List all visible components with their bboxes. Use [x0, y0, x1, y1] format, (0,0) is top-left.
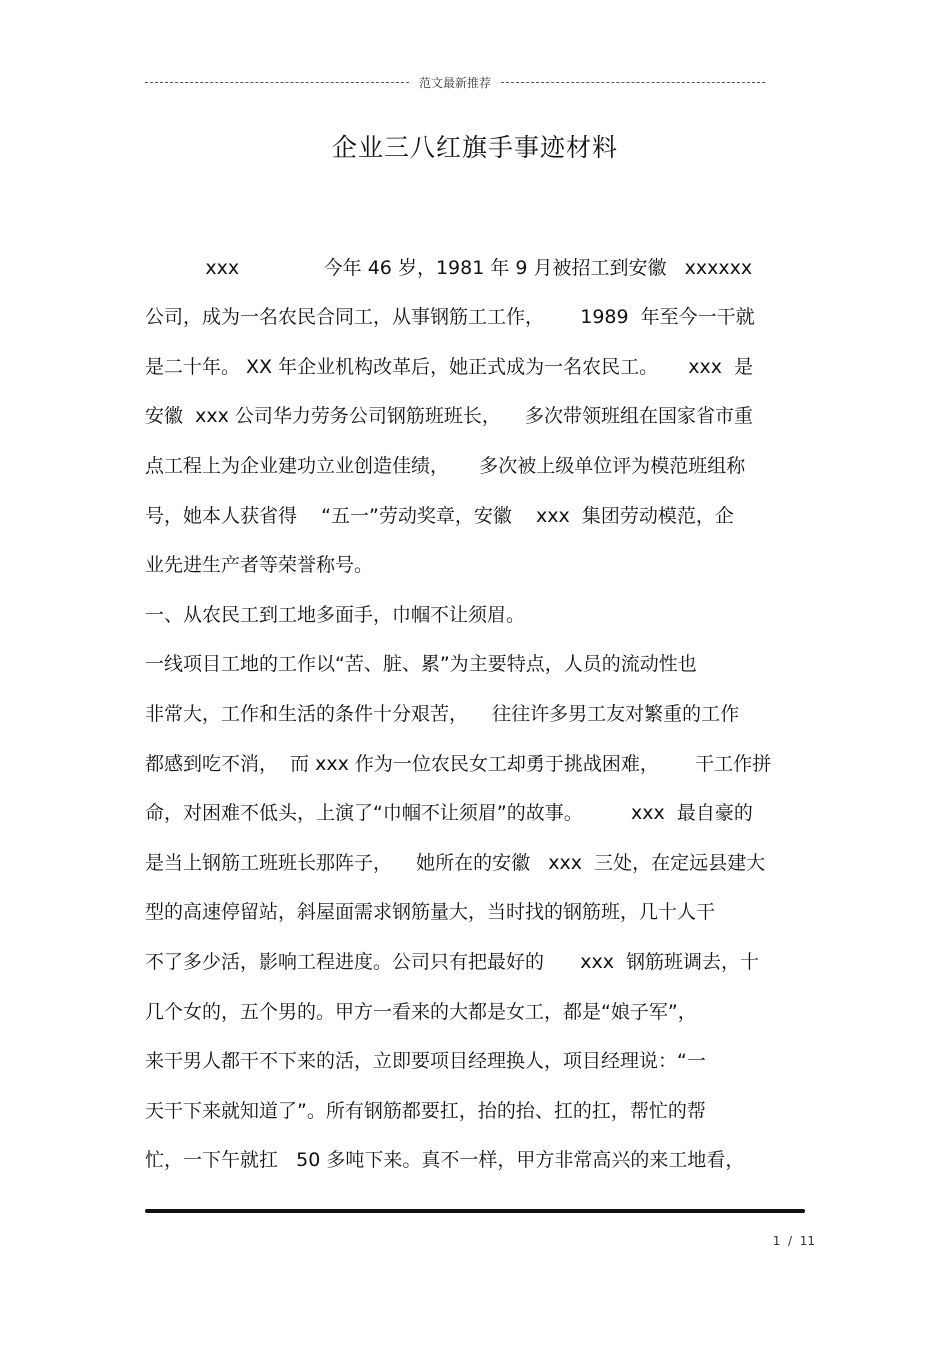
header-label: 范文最新推荐 [419, 75, 492, 90]
document-title: 企业三八红旗手事迹材料 [331, 133, 618, 162]
body-line: 号，她本人获省得 “五一”劳动奖章，安徽 xxx 集团劳动模范，企 [145, 505, 734, 527]
body-line: 型的高速停留站，斜屋面需求钢筋量大，当时找的钢筋班，几十人干 [145, 901, 716, 923]
body-line: 点工程上为企业建功立业创造佳绩， 多次被上级单位评为模范班组称 [145, 455, 746, 477]
header-dashed-rule-left [145, 82, 409, 83]
section-heading: 一、从农民工到工地多面手，巾帼不让须眉。 [145, 604, 526, 626]
body-line: 都感到吃不消， 而 xxx 作为一位农民女工却勇于挑战困难， 干工作拼 [145, 753, 772, 775]
header-dashed-rule-right [501, 82, 765, 83]
body-line: 安徽 xxx 公司华力劳务公司钢筋班班长， 多次带领班组在国家省市重 [145, 405, 754, 427]
page-indicator: 1 / 11 [772, 1234, 815, 1248]
body-line: 不了多少活，影响工程进度。公司只有把最好的 xxx 钢筋班调去，十 [145, 951, 760, 973]
body-line: 业先进生产者等荣誉称号。 [145, 554, 374, 576]
body-line: 天干下来就知道了”。所有钢筋都要扛，抬的抬、扛的扛，帮忙的帮 [145, 1100, 706, 1122]
body-line: 几个女的，五个男的。甲方一看来的大都是女工，都是“娘子军”， [145, 1001, 697, 1023]
body-line: 公司，成为一名农民合同工，从事钢筋工工作， 1989 年至今一干就 [145, 306, 755, 328]
body-line: 一线项目工地的工作以“苦、脏、累”为主要特点，人员的流动性也 [145, 653, 697, 675]
body-line: 是当上钢筋工班班长那阵子， 她所在的安徽 xxx 三处，在定远县建大 [145, 852, 766, 874]
body-line: 忙，一下午就扛 50 多吨下来。真不一样，甲方非常高兴的来工地看， [145, 1149, 745, 1171]
page-header [145, 72, 765, 92]
body-line: 是二十年。 XX 年企业机构改革后，她正式成为一名农民工。 xxx 是 [145, 356, 754, 378]
body-line: 非常大，工作和生活的条件十分艰苦， 往往许多男工友对繁重的工作 [145, 703, 740, 725]
body-line: 来干男人都干不下来的活，立即要项目经理换人，项目经理说：“一 [145, 1050, 706, 1072]
body-line: xxx 今年 46 岁，1981 年 9 月被招工到安徽 xxxxxx [145, 257, 753, 279]
body-line: 命，对困难不低头，上演了“巾帼不让须眉”的故事。 xxx 最自豪的 [145, 802, 753, 824]
footer-rule [145, 1209, 805, 1213]
